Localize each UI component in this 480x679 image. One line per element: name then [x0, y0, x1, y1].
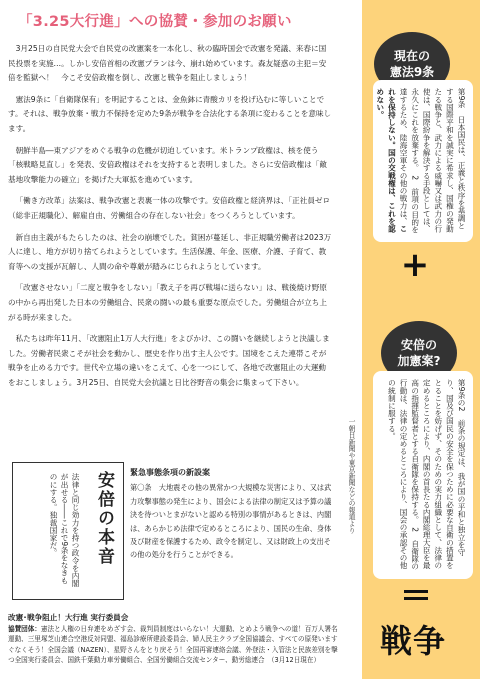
paragraph: 3月25日の自民党大会で自民党の改憲案を一本化し、秋の臨時国会で改憲を発議、来春に国民投票を実施…。しかし安倍首相の改憲プランは今、崩れ始めています。森友疑惑の主犯＝安倍を監獄へ！ 今こそ安倍政権を倒し、改憲と戦争を阻止しましょう！ [8, 44, 327, 83]
badge-line: 安倍の [400, 338, 437, 352]
supporters-text: 憲法と人権の日弁連をめざす会、裁判員制度はいらない！大運動、とめよう戦争への道！百万人署名運動、三里塚芝山連合空港反対同盟、福島診療所建設委員会、婦人民主クラブ全国協議会、すべての原発いますぐなくそう！全国会議（NAZEN）、星野さんをとり戻そう！全国再審連絡会議、外登法・入管法と民族差別を撃つ全国実行委員会、国鉄千葉動力車労働組合、全国労働組合交流センター、動労総連合 （3月12日現在） [8, 625, 338, 664]
honne-title: 安倍の本音 [94, 471, 114, 566]
emergency-clause-box [130, 466, 338, 562]
article9-text [374, 88, 467, 236]
emergency-clause-heading: 緊急事態条項の新設案 [130, 468, 210, 477]
abe-amendment-card [373, 371, 473, 579]
paragraph: 朝鮮半島―東アジアをめぐる戦争の危機が切迫しています。米トランプ政権は、核を使う「核戦略見直し」を発表、安倍政権はそれを支持すると表明しました。さらに安倍政権は「敵基地攻撃能力の確立」を掲げた大軍拡を進めています。 [8, 145, 327, 184]
badge-line: 現在の [393, 49, 430, 63]
paragraph: 「働き方改革」法案は、戦争改憲と表裏一体の攻撃です。安倍政権と経済界は、「正社員ゼロ（総非正規職化）、解雇自由、労働組合の存在しない社会」をつくろうとしています。 [8, 196, 331, 220]
paragraph: 私たちは昨年11月、「改憲阻止1万人大行進」をよびかけ、この闘いを継続しようと決議しました。労働者民衆こそが社会を動かし、歴史を作り出す主人公です。国境をこえた連帯こそが戦争を止める力です。世代や立場の違いをこえて、心を一つにして、各地で改憲阻止の大運動をおこしましょう。3月25日、自民党大会抗議と日比谷野音の集会に集まって下さい。 [8, 334, 330, 387]
paragraph: 憲法9条に「自衛隊保有」を明記することは、金魚鉢に青酸カリを投げ込むに等しいことです。それは、戦争放棄・戦力不保持を定めた9条が戦争を合法化する条項に変わることを意味します。 [8, 94, 332, 133]
paragraph: 「改憲させない」「二度と戦争をしない」「教え子を再び戦場に送らない」は、戦後焼け野原の中から再出発した日本の労働組合、民衆の闘いの最も重要な原点でした。労働組合が立ち上がる時が来ました。 [8, 283, 327, 322]
current-article9-card [373, 80, 473, 242]
emergency-clause-text: 第〇条 大地震その他の異常かつ大規模な災害により、又は武力攻撃事態の発生により、国会による法律の制定又は予算の議決を待ついとまがないと認める特別の事情があるときは、内閣は、あらかじめ法律で定めるところにより、国民の生命、身体及び財産を保護するため、政令を制定し、又は財政上の支出その他の処分を行うことができる。 [130, 483, 332, 560]
article9-bold: これを保持しない。国の交戦権は、これを認めない。 [375, 88, 409, 233]
supporters-label: 協賛団体： [8, 625, 41, 634]
paragraph: 新自由主義がもたらしたのは、社会の崩壊でした。貧困が蔓延し、非正規職労働者は2023万人に達し、地方が切り捨てられようとしています。生活保護、年金、医療、介護、子育て、教育等への支援が瓦解し、人間の命や尊厳が踏みにじられようとしています。 [8, 232, 332, 271]
article9-body: 第9条 日本国民は、正義と秩序を基調とする国際平和を誠実に希求し、国権の発動たる戦争と、武力による威嚇又は武力の行使は、国際紛争を解決する手段としては、永久にこれを放棄する。 2 前項の目的を達するため、陸海空軍その他の戦力は、 [399, 88, 466, 234]
organizer-name: 改憲･戦争阻止！大行進 実行委員会 [8, 613, 129, 622]
plus-sign: + [400, 245, 430, 285]
badge-line: 憲法9条 [389, 65, 435, 79]
supporters-list [8, 624, 338, 665]
article-body [8, 42, 333, 397]
honne-text: 法律と同じ効力を持つ政令を内閣が出せる――これで9条をなきものにする。独裁国家だ。 [49, 473, 80, 587]
organizer-block [8, 613, 338, 665]
page-title: 「3.25大行進」への協賛・参加のお願い [18, 14, 292, 30]
war-label: 戦争 [380, 622, 447, 660]
badge-line: 加憲案? [397, 354, 441, 368]
abe-honne-box [12, 462, 124, 600]
equals-sign [404, 588, 428, 602]
source-credit: 一朝日新聞や東京新聞などの報道より [347, 418, 355, 534]
amendment-text: 第9条の2 前条の規定は、我が国の平和と独立を守り、国及び国民の安全を保つために必要な自衛の措置をとることを妨げず、そのための実力組織として、法律の定めるところにより、内閣の首長たる内閣総理大臣を最高の指揮監督者とする自衛隊を保持する。 2 自衛隊の行動は、法律の定めるところにより、国会の承認その他の統制に服する。 [387, 379, 466, 571]
